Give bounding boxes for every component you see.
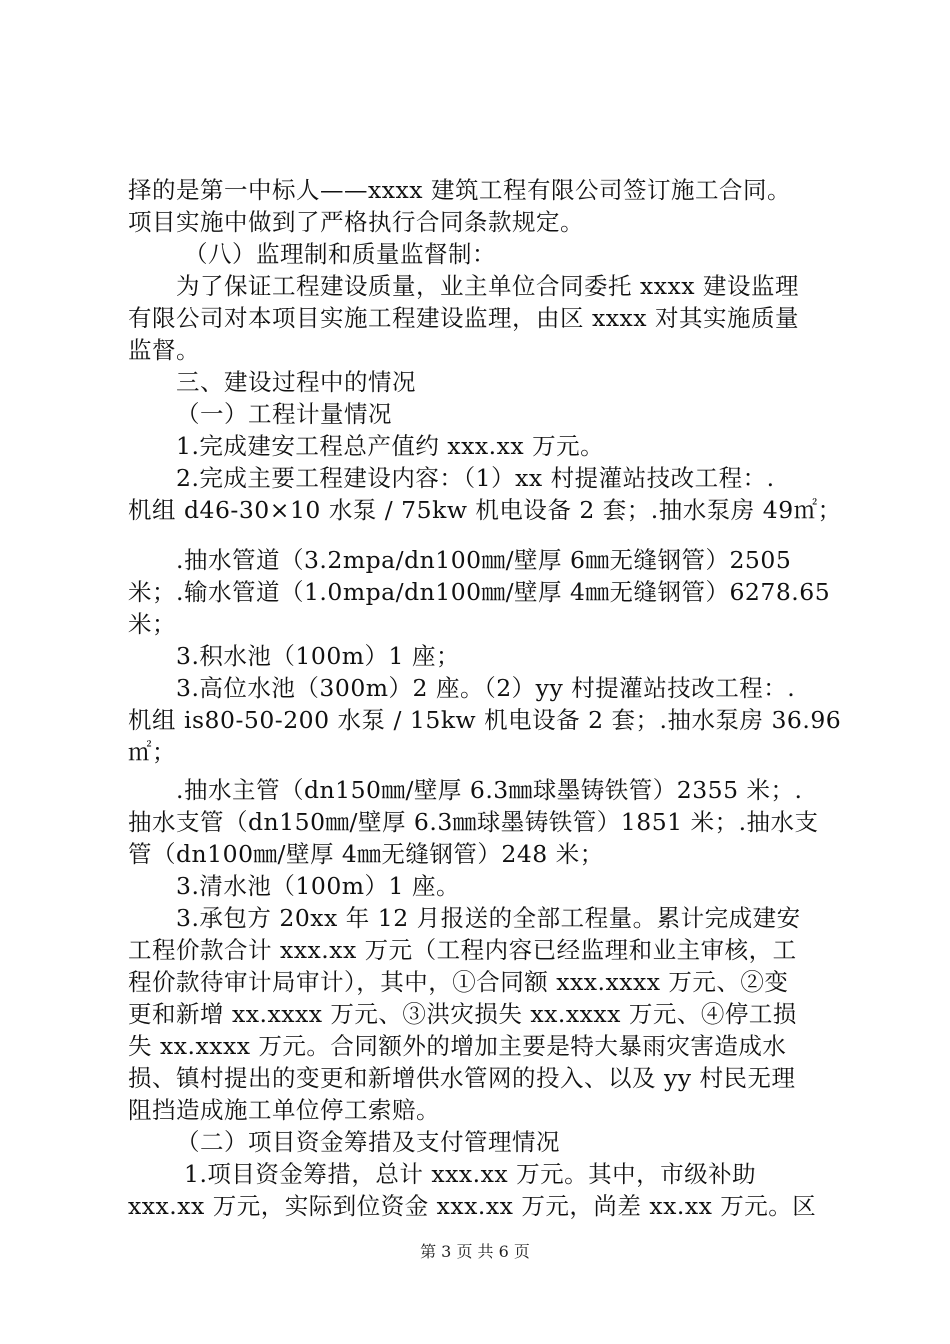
body-line: 失 xx.xxxx 万元。合同额外的增加主要是特大暴雨灾害造成水 [128,1032,787,1060]
body-line: 为了保证工程建设质量，业主单位合同委托 xxxx 建设监理 [176,272,799,300]
body-line: 机组 d46-30×10 水泵 / 75kw 机电设备 2 套；.抽水泵房 49㎡； [128,496,842,524]
body-line: 3.清水池（100m）1 座。 [176,872,460,900]
body-line: 工程价款合计 xxx.xx 万元（工程内容已经监理和业主审核，工 [128,936,797,964]
body-line: 阻挡造成施工单位停工索赔。 [128,1096,440,1124]
body-line: 1.项目资金筹措，总计 xxx.xx 万元。其中，市级补助 [184,1160,757,1188]
body-line: 机组 is80-50-200 水泵 / 15kw 机电设备 2 套；.抽水泵房 36.96 [128,706,842,734]
section-heading: 三、建设过程中的情况 [176,368,416,396]
body-line: 管（dn100㎜/壁厚 4㎜无缝钢管）248 米； [128,840,604,868]
section-heading: （一）工程计量情况 [176,400,392,428]
body-line: 监督。 [128,336,200,364]
body-line: .抽水主管（dn150㎜/壁厚 6.3㎜球墨铸铁管）2355 米；. [176,776,803,804]
section-heading: （八）监理制和质量监督制： [184,240,496,268]
body-line: 择的是第一中标人——xxxx 建筑工程有限公司签订施工合同。 [128,176,791,204]
body-line: ㎡； [128,738,176,766]
body-line: 米； [128,610,176,638]
body-line: 3.高位水池（300m）2 座。（2）yy 村提灌站技改工程：. [176,674,796,702]
page-footer: 第 3 页 共 6 页 [420,1242,530,1261]
body-line: xxx.xx 万元，实际到位资金 xxx.xx 万元，尚差 xx.xx 万元。区 [128,1192,817,1220]
body-line: .抽水管道（3.2mpa/dn100㎜/壁厚 6㎜无缝钢管）2505 [176,546,792,574]
body-line: 损、镇村提出的变更和新增供水管网的投入、以及 yy 村民无理 [128,1064,796,1092]
body-line: 有限公司对本项目实施工程建设监理，由区 xxxx 对其实施质量 [128,304,799,332]
section-heading: （二）项目资金筹措及支付管理情况 [176,1128,560,1156]
body-line: 2.完成主要工程建设内容：（1）xx 村提灌站技改工程：. [176,464,775,492]
body-line: 项目实施中做到了严格执行合同条款规定。 [128,208,584,236]
body-line: 程价款待审计局审计），其中，①合同额 xxx.xxxx 万元、②变 [128,968,789,996]
body-line: 3.承包方 20xx 年 12 月报送的全部工程量。累计完成建安 [176,904,801,932]
body-line: 抽水支管（dn150㎜/壁厚 6.3㎜球墨铸铁管）1851 米；.抽水支 [128,808,819,836]
body-line: 更和新增 xx.xxxx 万元、③洪灾损失 xx.xxxx 万元、④停工损 [128,1000,797,1028]
body-line: 米；.输水管道（1.0mpa/dn100㎜/壁厚 4㎜无缝钢管）6278.65 [128,578,831,606]
body-line: 1.完成建安工程总产值约 xxx.xx 万元。 [176,432,605,460]
body-line: 3.积水池（100m）1 座； [176,642,460,670]
